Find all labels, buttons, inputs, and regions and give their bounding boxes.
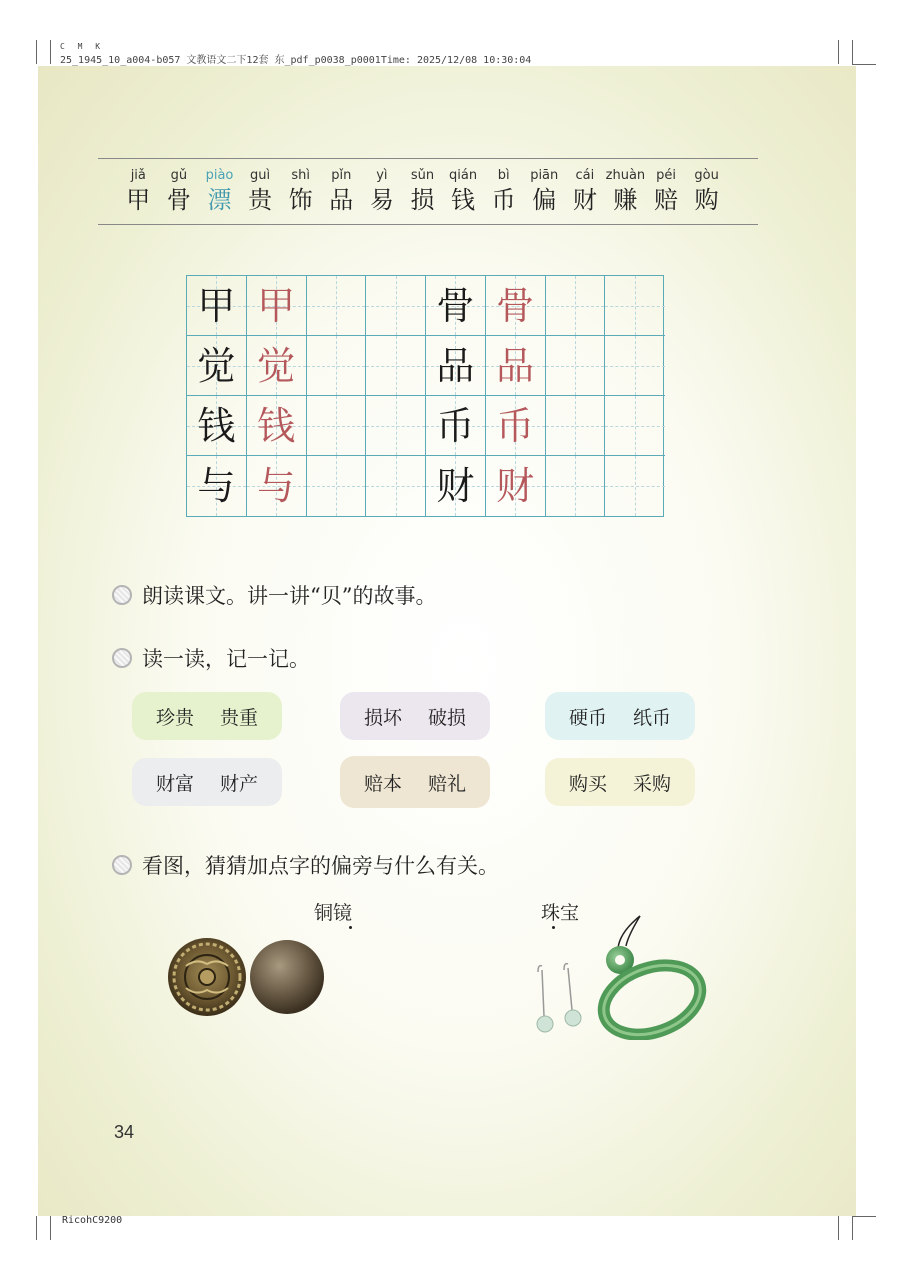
char-item: [402, 168, 443, 214]
word: 纸币: [633, 706, 672, 729]
char-item: [240, 168, 281, 214]
trace-char: 财: [496, 464, 535, 508]
model-char: 甲: [197, 283, 236, 328]
grid-cell[interactable]: [307, 396, 367, 456]
grid-cell[interactable]: [546, 276, 606, 336]
crop-mark: [852, 1216, 876, 1217]
word: 赔本: [363, 772, 402, 795]
pinyin: piān: [530, 168, 559, 183]
char-item: [159, 168, 200, 214]
word-pair-card: [340, 692, 490, 740]
grid-cell: [486, 276, 546, 336]
pinyin: zhuàn: [605, 168, 646, 183]
grid-cell: [247, 456, 307, 516]
trace-char: 品: [496, 343, 535, 388]
grid-cell[interactable]: [546, 456, 606, 516]
pinyin: bì: [497, 168, 510, 183]
crop-mark: [36, 40, 37, 64]
hanzi: 漂: [207, 186, 232, 214]
word-pair-card: [340, 756, 490, 808]
hanzi: 损: [410, 186, 435, 214]
char-item: [565, 168, 606, 214]
model-char: 骨: [436, 283, 475, 328]
hanzi: 钱: [451, 186, 476, 214]
word: 采购: [633, 772, 672, 795]
grid-cell: [247, 276, 307, 336]
print-header: [60, 42, 531, 66]
hanzi: 贵: [248, 186, 273, 214]
grid-cell[interactable]: [307, 276, 367, 336]
emphasis-dot: [349, 926, 352, 929]
char-item: [524, 168, 565, 214]
word: 硬币: [568, 706, 607, 729]
task-read-remember: [112, 643, 310, 673]
crop-mark: [50, 1216, 51, 1240]
char-item: [686, 168, 727, 214]
model-char: 财: [436, 464, 475, 508]
word: 破损: [428, 706, 467, 729]
hanzi: 品: [329, 186, 354, 214]
word: 购买: [568, 772, 607, 795]
grid-cell: [187, 276, 247, 336]
char-item: [605, 168, 646, 214]
grid-cell[interactable]: [307, 456, 367, 516]
hanzi: 饰: [288, 186, 313, 214]
crop-mark: [852, 64, 876, 65]
char-item: [321, 168, 362, 214]
task-text: 看图，猜猜加点字的偏旁与什么有关。: [142, 854, 499, 878]
pinyin: gòu: [694, 168, 719, 183]
task-text: 朗读课文。讲一讲“贝”的故事。: [142, 584, 437, 608]
grid-cell[interactable]: [366, 456, 426, 516]
pinyin: yì: [376, 168, 388, 183]
print-color-marks: C M K: [60, 42, 105, 51]
char-item: [199, 168, 240, 214]
trace-char: 与: [257, 464, 296, 508]
pinyin: pǐn: [331, 168, 352, 183]
grid-cell: [426, 276, 486, 336]
hanzi: 币: [491, 186, 516, 214]
word-pair-card: [545, 692, 695, 740]
grid-cell[interactable]: [366, 396, 426, 456]
hanzi: 偏: [532, 186, 557, 214]
grid-cell[interactable]: [605, 336, 665, 396]
grid-cell[interactable]: [307, 336, 367, 396]
jewelry-caption: 珠宝: [541, 902, 580, 924]
top-rule: [98, 158, 758, 159]
grid-cell[interactable]: [546, 396, 606, 456]
grid-cell: [486, 336, 546, 396]
trace-char: 币: [496, 403, 535, 448]
mirror-caption: 铜镜: [314, 902, 353, 924]
grid-cell: [187, 336, 247, 396]
pinyin: piào: [205, 168, 234, 183]
word-pair-card: [132, 758, 282, 806]
grid-cell: [486, 456, 546, 516]
page-number: 34: [114, 1122, 135, 1142]
crop-mark: [838, 1216, 839, 1240]
crop-mark: [838, 40, 839, 64]
bronze-mirror-back-image: [166, 936, 248, 1018]
word: 贵重: [220, 706, 259, 729]
grid-cell: [426, 396, 486, 456]
task-bullet-icon: [112, 648, 132, 668]
model-char: 钱: [197, 403, 236, 448]
char-item: [280, 168, 321, 214]
model-char: 与: [197, 464, 236, 508]
pinyin: shì: [291, 168, 310, 183]
task-bullet-icon: [112, 855, 132, 875]
crop-mark: [36, 1216, 37, 1240]
task-bullet-icon: [112, 585, 132, 605]
model-char: 币: [436, 403, 475, 448]
grid-cell[interactable]: [546, 336, 606, 396]
writing-grid: [186, 275, 664, 517]
grid-cell: [426, 456, 486, 516]
word: 财富: [155, 772, 194, 795]
grid-cell: [486, 396, 546, 456]
grid-cell[interactable]: [605, 276, 665, 336]
hanzi: 购: [694, 186, 719, 214]
grid-cell: [247, 396, 307, 456]
trace-char: 觉: [257, 343, 296, 388]
grid-cell[interactable]: [605, 456, 665, 516]
pinyin: sǔn: [410, 168, 435, 183]
grid-cell[interactable]: [366, 276, 426, 336]
word: 赔礼: [428, 772, 467, 795]
pinyin: guì: [250, 168, 271, 183]
task-guess-radical: [112, 850, 499, 880]
char-item: [362, 168, 403, 214]
crop-mark: [852, 40, 853, 64]
char-item: [118, 168, 159, 214]
bottom-rule: [98, 224, 758, 225]
trace-char: 骨: [496, 283, 535, 328]
hanzi: 财: [572, 186, 597, 214]
pinyin: jiǎ: [130, 168, 146, 183]
trace-char: 钱: [257, 403, 296, 448]
char-item: [483, 168, 524, 214]
bronze-mirror-front-image: [248, 938, 326, 1016]
hanzi: 骨: [166, 186, 191, 214]
print-footer: RicohC9200: [62, 1215, 123, 1226]
word: 损坏: [363, 706, 402, 729]
word-pair-card: [132, 692, 282, 740]
word: 珍贵: [155, 706, 194, 729]
grid-cell[interactable]: [366, 336, 426, 396]
jade-jewelry-image: [528, 912, 712, 1040]
page-background: [38, 66, 856, 1216]
word: 财产: [220, 772, 259, 795]
grid-cell: [426, 336, 486, 396]
model-char: 觉: [197, 343, 236, 388]
task-text: 读一读，记一记。: [142, 647, 310, 671]
pinyin: péi: [656, 168, 676, 183]
grid-cell: [187, 456, 247, 516]
pinyin: gǔ: [170, 168, 188, 183]
print-header-text: 25_1945_10_a004-b057 文教语文二下12套 东_pdf_p0038_p0001Time: 2025/12/08 10:30:04: [60, 55, 532, 66]
grid-cell: [187, 396, 247, 456]
model-char: 品: [436, 343, 475, 388]
hanzi: 甲: [126, 186, 151, 214]
crop-mark: [852, 1216, 853, 1240]
grid-cell: [247, 336, 307, 396]
task-read-text: [112, 580, 436, 610]
pinyin: cái: [575, 168, 595, 183]
word-pair-card: [545, 758, 695, 806]
char-item: [443, 168, 484, 214]
crop-mark: [50, 40, 51, 64]
grid-cell[interactable]: [605, 396, 665, 456]
hanzi: 赔: [654, 186, 679, 214]
char-item: [646, 168, 687, 214]
hanzi: 易: [369, 186, 394, 214]
pinyin: qián: [449, 168, 478, 183]
trace-char: 甲: [257, 283, 296, 328]
new-characters-row: [118, 168, 727, 214]
hanzi: 赚: [613, 186, 638, 214]
